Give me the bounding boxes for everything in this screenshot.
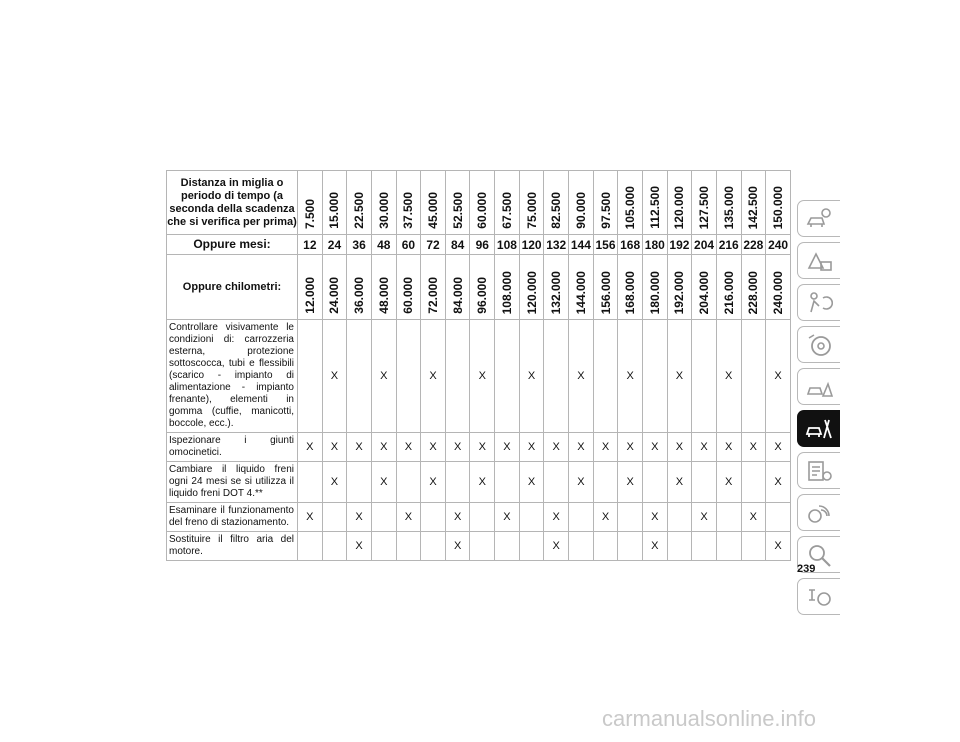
task-mark: X [445, 433, 470, 462]
task-mark [741, 462, 766, 503]
car-service-icon [805, 416, 833, 442]
task-mark: X [569, 320, 594, 433]
task-mark: X [667, 462, 692, 503]
km-value: 48.000 [376, 277, 391, 314]
task-mark [544, 320, 569, 433]
miles-cell [618, 171, 643, 235]
side-tab-airbag-safety[interactable] [797, 284, 840, 321]
table-row [167, 503, 791, 532]
task-mark: X [692, 433, 717, 462]
languages-icon [805, 584, 833, 610]
task-mark [519, 503, 544, 532]
km-cell [766, 255, 791, 320]
task-mark: X [667, 433, 692, 462]
months-value: 144 [569, 235, 594, 255]
miles-value: 30.000 [376, 192, 391, 229]
task-description: Ispezionare i giunti omocinetici. [167, 433, 298, 462]
miles-value: 22.500 [352, 192, 367, 229]
km-cell [519, 255, 544, 320]
miles-value: 52.500 [450, 192, 465, 229]
task-mark: X [322, 462, 347, 503]
miles-cell [445, 171, 470, 235]
task-mark: X [371, 433, 396, 462]
miles-value: 120.000 [672, 185, 687, 229]
km-cell [692, 255, 717, 320]
km-cell [396, 255, 421, 320]
task-mark [692, 320, 717, 433]
months-value: 96 [470, 235, 495, 255]
task-mark [322, 532, 347, 561]
km-value: 24.000 [327, 277, 342, 314]
task-mark [716, 503, 741, 532]
miles-cell [322, 171, 347, 235]
km-cell [371, 255, 396, 320]
task-mark: X [593, 433, 618, 462]
task-mark: X [519, 433, 544, 462]
task-mark: X [495, 503, 520, 532]
task-mark [692, 462, 717, 503]
task-mark [716, 532, 741, 561]
miles-value: 97.500 [598, 192, 613, 229]
months-value: 120 [519, 235, 544, 255]
months-value: 192 [667, 235, 692, 255]
task-mark [618, 503, 643, 532]
km-cell [445, 255, 470, 320]
task-mark: X [544, 532, 569, 561]
task-mark [766, 503, 791, 532]
multimedia-icon [805, 500, 833, 526]
km-value: 204.000 [697, 270, 712, 314]
task-mark: X [519, 462, 544, 503]
months-value: 216 [716, 235, 741, 255]
task-mark [347, 320, 372, 433]
miles-value: 15.000 [327, 192, 342, 229]
miles-cell [544, 171, 569, 235]
task-mark: X [692, 503, 717, 532]
miles-cell [396, 171, 421, 235]
months-label: Oppure mesi: [167, 235, 298, 255]
header-label: Distanza in miglia o periodo di tempo (a seconda della scadenza che si verifica per prima) [167, 171, 298, 235]
miles-value: 150.000 [771, 185, 786, 229]
months-value: 24 [322, 235, 347, 255]
miles-cell [692, 171, 717, 235]
miles-cell [519, 171, 544, 235]
side-tab-specifications[interactable] [797, 452, 840, 489]
km-cell [618, 255, 643, 320]
task-mark [298, 462, 323, 503]
task-mark: X [470, 320, 495, 433]
task-mark: X [396, 503, 421, 532]
task-mark: X [347, 503, 372, 532]
km-cell [741, 255, 766, 320]
km-value: 60.000 [401, 277, 416, 314]
km-row [167, 255, 791, 320]
car-emergency-icon [805, 374, 833, 400]
task-mark: X [322, 433, 347, 462]
task-mark: X [642, 503, 667, 532]
task-mark: X [470, 462, 495, 503]
miles-value: 112.500 [647, 186, 662, 229]
miles-cell [642, 171, 667, 235]
task-mark: X [347, 433, 372, 462]
months-value: 72 [421, 235, 446, 255]
km-cell [470, 255, 495, 320]
km-cell [495, 255, 520, 320]
task-mark [445, 462, 470, 503]
side-tab-car-emergency[interactable] [797, 368, 840, 405]
task-mark: X [347, 532, 372, 561]
km-value: 168.000 [623, 270, 638, 314]
watermark: carmanualsonline.info [602, 706, 817, 731]
km-value: 108.000 [499, 270, 514, 314]
task-mark: X [519, 320, 544, 433]
task-mark [396, 532, 421, 561]
miles-cell [741, 171, 766, 235]
km-value: 96.000 [475, 277, 490, 314]
km-value: 156.000 [598, 270, 613, 314]
task-mark [371, 532, 396, 561]
miles-cell [371, 171, 396, 235]
side-tab-strip [797, 200, 840, 620]
side-tab-warning-message[interactable] [797, 242, 840, 279]
task-mark [495, 532, 520, 561]
task-description: Esaminare il funzionamento del freno di stazionamento. [167, 503, 298, 532]
km-value: 120.000 [524, 270, 539, 314]
miles-value: 82.500 [549, 192, 564, 229]
task-mark: X [569, 462, 594, 503]
task-mark: X [470, 433, 495, 462]
months-value: 108 [495, 235, 520, 255]
months-value: 168 [618, 235, 643, 255]
km-value: 84.000 [450, 277, 465, 314]
task-mark: X [741, 433, 766, 462]
months-row [167, 235, 791, 255]
task-mark [692, 532, 717, 561]
task-mark: X [618, 433, 643, 462]
task-mark: X [741, 503, 766, 532]
months-value: 228 [741, 235, 766, 255]
months-value: 180 [642, 235, 667, 255]
task-mark [667, 532, 692, 561]
task-mark: X [716, 433, 741, 462]
task-mark: X [544, 503, 569, 532]
task-mark [593, 320, 618, 433]
km-value: 72.000 [426, 277, 441, 314]
task-mark: X [766, 462, 791, 503]
task-mark [495, 320, 520, 433]
task-mark: X [298, 433, 323, 462]
task-mark: X [716, 320, 741, 433]
km-value: 192.000 [672, 270, 687, 314]
car-info-icon [805, 206, 833, 232]
miles-value: 67.500 [499, 192, 514, 229]
task-mark: X [298, 503, 323, 532]
task-mark: X [421, 320, 446, 433]
side-tab-car-service[interactable] [797, 410, 840, 447]
miles-cell [470, 171, 495, 235]
task-mark: X [371, 320, 396, 433]
miles-cell [495, 171, 520, 235]
km-value: 228.000 [746, 270, 761, 314]
steering-wheel-icon [805, 332, 833, 358]
task-mark [642, 462, 667, 503]
miles-cell [593, 171, 618, 235]
task-mark [298, 532, 323, 561]
task-mark: X [421, 462, 446, 503]
task-mark: X [421, 433, 446, 462]
task-mark [741, 532, 766, 561]
months-value: 132 [544, 235, 569, 255]
task-description: Cambiare il liquido freni ogni 24 mesi se si utilizza il liquido freni DOT 4.** [167, 462, 298, 503]
side-tab-car-info[interactable] [797, 200, 840, 237]
km-value: 12.000 [302, 277, 317, 314]
task-mark [421, 532, 446, 561]
months-value: 156 [593, 235, 618, 255]
task-mark: X [593, 503, 618, 532]
months-value: 60 [396, 235, 421, 255]
km-label: Oppure chilometri: [167, 255, 298, 320]
miles-cell [716, 171, 741, 235]
miles-cell [298, 171, 323, 235]
table-row [167, 433, 791, 462]
task-mark: X [445, 503, 470, 532]
side-tab-multimedia[interactable] [797, 494, 840, 531]
task-mark [569, 503, 594, 532]
task-mark [396, 320, 421, 433]
task-mark: X [667, 320, 692, 433]
task-description: Sostituire il filtro aria del motore. [167, 532, 298, 561]
miles-row [167, 171, 791, 235]
task-mark [618, 532, 643, 561]
miles-value: 90.000 [573, 192, 588, 229]
task-description: Controllare visivamente le condizioni di: carrozzeria esterna, protezione sottoscocca, tubi e flessibili (scarico - impianto di alimentazione - impianto frenante), elementi in gomma (cuffie, manicotti, boccole, ecc.). [167, 320, 298, 433]
km-value: 216.000 [721, 270, 736, 314]
km-cell [569, 255, 594, 320]
km-cell [421, 255, 446, 320]
airbag-safety-icon [805, 290, 833, 316]
task-mark [569, 532, 594, 561]
task-mark [445, 320, 470, 433]
task-mark [593, 462, 618, 503]
task-mark [667, 503, 692, 532]
table-row [167, 320, 791, 433]
task-mark [642, 320, 667, 433]
miles-value: 45.000 [426, 192, 441, 229]
km-cell [642, 255, 667, 320]
miles-cell [347, 171, 372, 235]
km-cell [544, 255, 569, 320]
task-mark [470, 532, 495, 561]
task-mark [544, 462, 569, 503]
task-mark [593, 532, 618, 561]
km-value: 144.000 [573, 270, 588, 314]
task-mark [470, 503, 495, 532]
km-value: 132.000 [549, 270, 564, 314]
task-mark [519, 532, 544, 561]
specifications-icon [805, 458, 833, 484]
task-mark [371, 503, 396, 532]
months-value: 240 [766, 235, 791, 255]
miles-value: 75.000 [524, 192, 539, 229]
maintenance-table [166, 170, 791, 561]
miles-value: 105.000 [623, 185, 638, 229]
miles-value: 135.000 [721, 185, 736, 229]
miles-value: 127.500 [697, 185, 712, 229]
task-mark [495, 462, 520, 503]
task-mark: X [322, 320, 347, 433]
months-value: 36 [347, 235, 372, 255]
task-mark [396, 462, 421, 503]
task-mark: X [618, 462, 643, 503]
km-cell [347, 255, 372, 320]
task-mark: X [544, 433, 569, 462]
miles-value: 60.000 [475, 192, 490, 229]
miles-value: 37.500 [401, 192, 416, 229]
side-tab-steering-wheel[interactable] [797, 326, 840, 363]
task-mark: X [766, 433, 791, 462]
km-cell [593, 255, 618, 320]
km-value: 240.000 [771, 270, 786, 314]
km-value: 36.000 [352, 277, 367, 314]
warning-message-icon [805, 248, 833, 274]
task-mark: X [642, 532, 667, 561]
task-mark [322, 503, 347, 532]
km-cell [322, 255, 347, 320]
months-value: 204 [692, 235, 717, 255]
table-row [167, 462, 791, 503]
miles-cell [667, 171, 692, 235]
task-mark: X [766, 532, 791, 561]
task-mark: X [396, 433, 421, 462]
task-mark: X [618, 320, 643, 433]
task-mark: X [716, 462, 741, 503]
km-cell [716, 255, 741, 320]
task-mark [347, 462, 372, 503]
task-mark: X [569, 433, 594, 462]
side-tab-languages[interactable] [797, 578, 840, 615]
miles-value: 142.500 [746, 185, 761, 229]
miles-cell [766, 171, 791, 235]
task-mark: X [495, 433, 520, 462]
page-number: 239 [797, 563, 816, 575]
km-cell [667, 255, 692, 320]
months-value: 12 [298, 235, 323, 255]
km-value: 180.000 [647, 270, 662, 314]
task-mark: X [371, 462, 396, 503]
months-value: 48 [371, 235, 396, 255]
miles-value: 7.500 [302, 198, 317, 229]
task-mark [298, 320, 323, 433]
task-mark: X [642, 433, 667, 462]
miles-cell [421, 171, 446, 235]
task-mark [421, 503, 446, 532]
task-mark: X [766, 320, 791, 433]
task-mark [741, 320, 766, 433]
task-mark: X [445, 532, 470, 561]
table-row [167, 532, 791, 561]
km-cell [298, 255, 323, 320]
miles-cell [569, 171, 594, 235]
months-value: 84 [445, 235, 470, 255]
